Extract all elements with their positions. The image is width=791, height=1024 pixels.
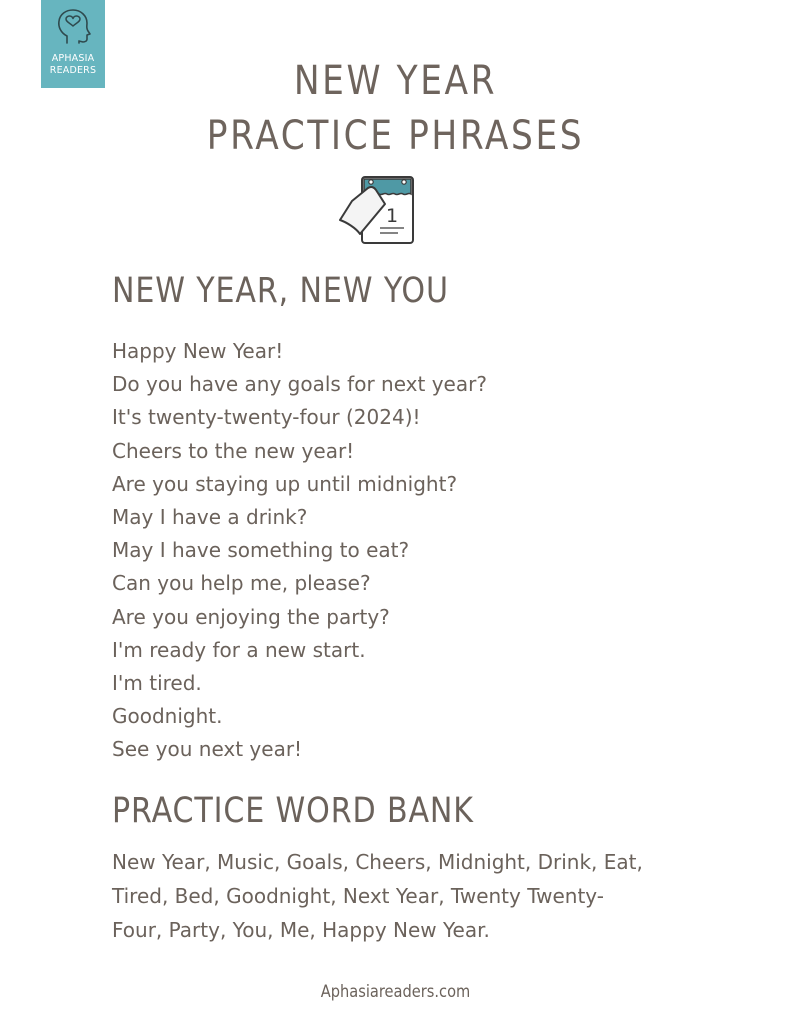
- calendar-page-icon: [338, 174, 418, 246]
- phrase-item: Can you help me, please?: [112, 571, 371, 596]
- page-title-line1: NEW YEAR: [293, 58, 498, 104]
- page-title-line2: PRACTICE PHRASES: [206, 113, 585, 159]
- phrase-item: Goodnight.: [112, 704, 223, 729]
- section-heading-word-bank: PRACTICE WORD BANK: [112, 791, 474, 831]
- phrase-item: It's twenty-twenty-four (2024)!: [112, 405, 421, 430]
- phrase-item: See you next year!: [112, 737, 303, 762]
- phrase-item: May I have a drink?: [112, 505, 308, 530]
- phrase-item: Happy New Year!: [112, 339, 284, 363]
- phrase-item: Cheers to the new year!: [112, 438, 355, 463]
- phrase-list: [112, 335, 487, 767]
- calendar-day: 1: [386, 205, 399, 227]
- word-bank-text: New Year, Music, Goals, Cheers, Midnight, Drink, Eat, Tired, Bed, Goodnight, Next Year, Twenty Twenty-Four, Party, You, Me, Happy New Year.: [112, 850, 643, 942]
- logo-text-line1: APHASIA: [51, 53, 95, 64]
- footer-website[interactable]: Aphasiareaders.com: [320, 982, 471, 1002]
- phrase-item: I'm ready for a new start.: [112, 637, 366, 662]
- phrase-item: I'm tired.: [112, 671, 202, 696]
- phrase-item: May I have something to eat?: [112, 538, 410, 563]
- phrase-item: Do you have any goals for next year?: [112, 372, 487, 397]
- phrase-item: Are you staying up until midnight?: [112, 471, 458, 496]
- phrase-item: Are you enjoying the party?: [112, 604, 390, 629]
- head-heart-icon: [53, 7, 93, 47]
- logo-text-line2: READERS: [49, 65, 97, 76]
- section-heading-phrases: NEW YEAR, NEW YOU: [112, 271, 449, 311]
